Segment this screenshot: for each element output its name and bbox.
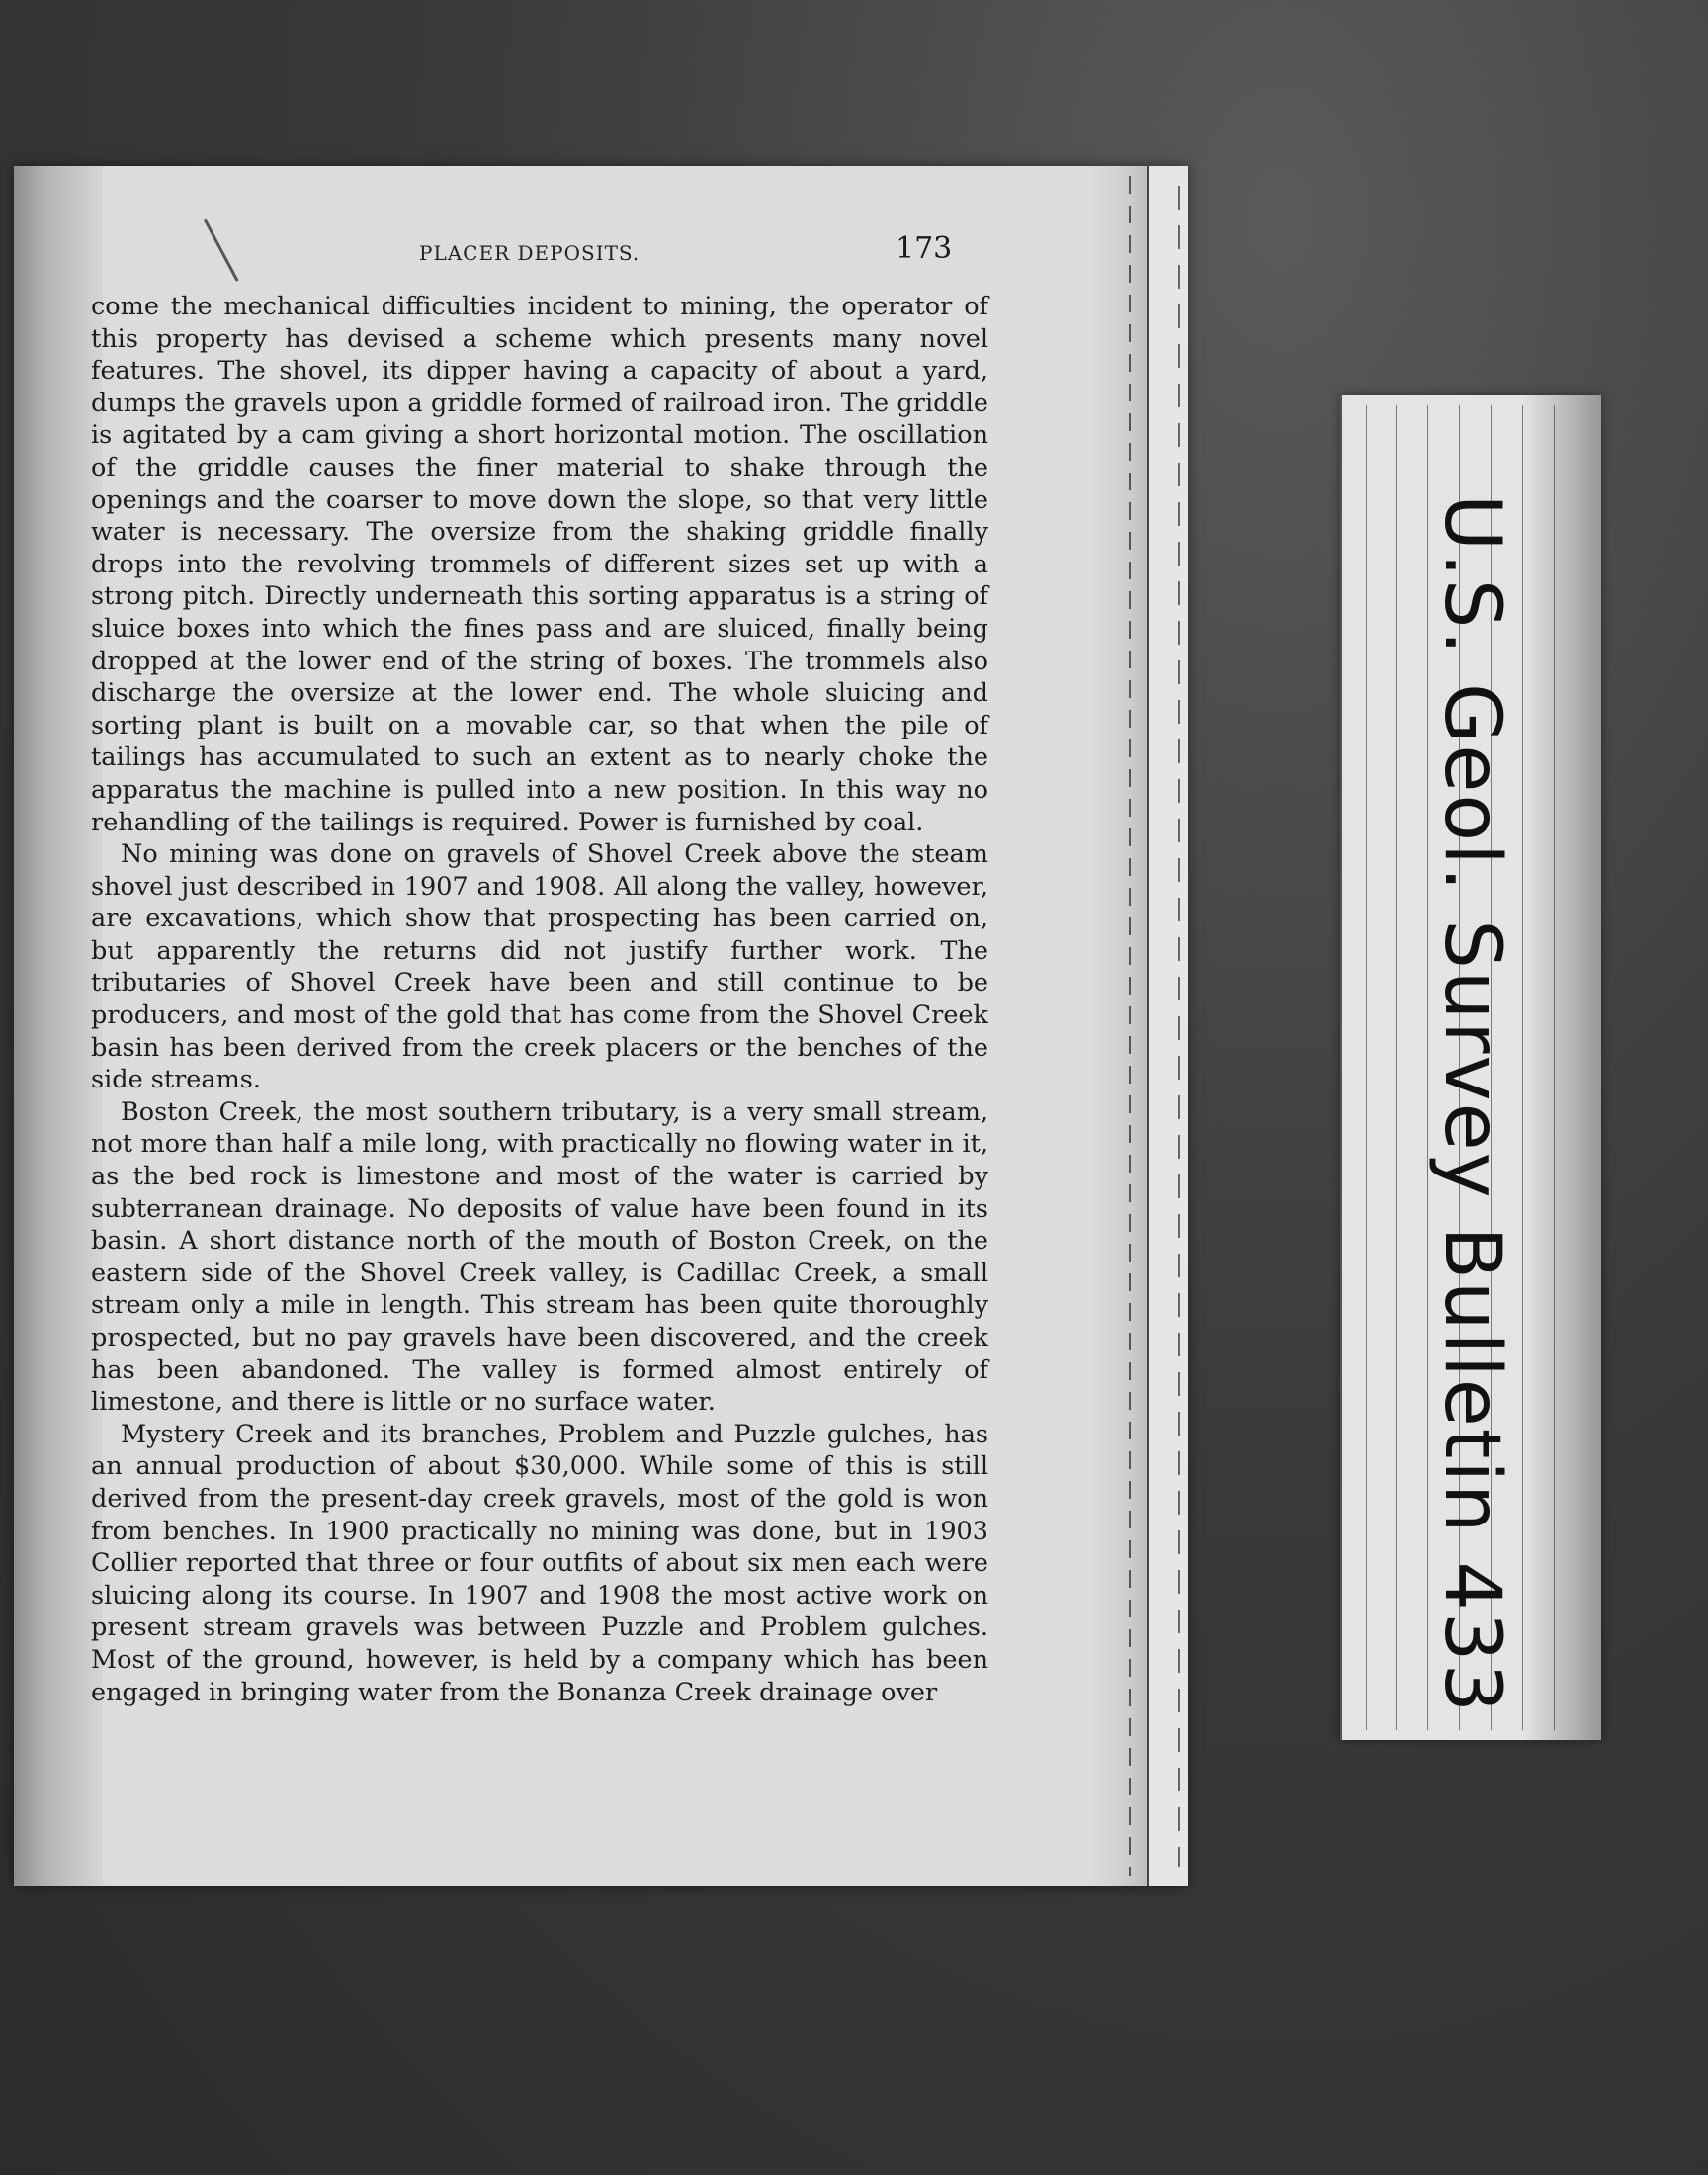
page-fold-strip (1147, 166, 1188, 1886)
page-binding-shadow (14, 166, 103, 1886)
book-page (14, 166, 1188, 1886)
page-edge-line (1129, 176, 1131, 1876)
card-rule-line (1366, 405, 1367, 1730)
paragraph: No mining was done on gravels of Shovel Creek above the steam shovel just described in 1907 and 1908. All along the valley, however, are excavations, which show that prospecting has been carried on, but apparently the returns did not justify further work. The tributaries of Shovel Creek have been and still continue to be producers, and most of the gold that has come from the Shovel Creek basin has been derived from the creek placers or the benches of the side streams. (91, 839, 988, 1095)
page-edge-shadow (1089, 166, 1149, 1886)
running-header: PLACER DEPOSITS. (419, 241, 640, 265)
body-text (91, 291, 988, 1708)
paragraph: Mystery Creek and its branches, Problem and Puzzle gulches, has an annual production of about $30,000. While some of this is still derived from the present-day creek gravels, most of the gold is won from benches. In 1900 practically no mining was done, but in 1903 Collier reported that three or four outfits of about six men each were sluicing along its course. In 1907 and 1908 the most active work on present stream gravels was between Puzzle and Problem gulches. Most of the ground, however, is held by a company which has been engaged in bringing water from the Bonanza Creek drainage over (91, 1419, 988, 1707)
page-number: 173 (896, 231, 953, 266)
handwritten-label: U.S. Geol. Survey Bulletin 433 (1427, 494, 1516, 1715)
paragraph: come the mechanical difficulties incident to mining, the operator of this property has devised a scheme which presents many novel features. The shovel, its dipper having a capacity of about a yard, dumps the gravels upon a griddle formed of railroad iron. The griddle is agitated by a cam giving a short horizontal motion. The oscillation of the griddle causes the finer material to shake through the openings and the coarser to move down the slope, so that very little water is necessary. The oversize from the shaking griddle finally drops into the revolving trommels of different sizes set up with a strong pitch. Directly underneath this sorting apparatus is a string of sluice boxes into which the fines pass and are sluiced, finally being dropped at the lower end of the string of boxes. The trommels also discharge the oversize at the lower end. The whole sluicing and sorting plant is built on a movable car, so that when the pile of tailings has accumulated to such an extent as to nearly choke the apparatus the machine is pulled into a new position. In this way no rehandling of the tailings is required. Power is furnished by coal. (91, 292, 988, 837)
label-card (1340, 395, 1601, 1740)
paragraph: Boston Creek, the most southern tributary, is a very small stream, not more than half a mile long, with practically no flowing water in it, as the bed rock is limestone and most of the water is carried by subterranean drainage. No deposits of value have been found in its basin. A short distance north of the mouth of Boston Creek, on the eastern side of the Shovel Creek valley, is Cadillac Creek, a small stream only a mile in length. This stream has been quite thoroughly prospected, but no pay gravels have been discovered, and the creek has been abandoned. The valley is formed almost entirely of limestone, and there is little or no surface water. (91, 1096, 988, 1418)
card-smudge (1522, 395, 1601, 1740)
fold-dashed-line (1178, 186, 1180, 1867)
stray-pen-mark (204, 219, 239, 282)
card-rule-line (1396, 405, 1397, 1730)
